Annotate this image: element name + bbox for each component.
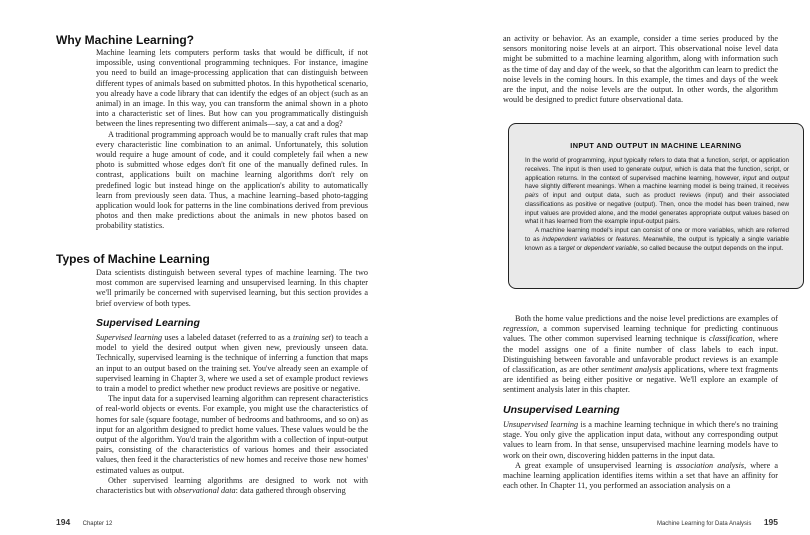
continued-paragraph [503,34,778,105]
types-section-body [96,268,368,309]
page-number: 195 [763,517,778,527]
paragraph: A machine learning model's input can consist of one or more variables, which are referred to as independent variables or features. Meanwhile, the output is typically a single variable known as a target or dependent variable, so called because the output depends on the input. [525,227,789,252]
paragraph: Supervised learning uses a labeled dataset (referred to as a training set) to teach a model to yield the desired output when given new, previously unseen data. Technically, supervised learning is the technique of inferring a function that maps an input to an output based on the training set. You've already seen an example of supervised learning in Chapter 3, where we used a set of example product reviews to train a model to predict whether new product reviews are positive or negative. [96,333,368,394]
paragraph: Machine learning lets computers perform tasks that would be difficult, if not impossible, using conventional programming techniques. For instance, imagine you need to build an image-processing application that can distinguish between different types of animals based on submitted photos. In this hypothetical scenario, you already have a code library that can identify the edges of an object (such as an animal) in an image. In this way, you can transform the animal shown in a photo into a characteristic set of lines. But how can you programmatically distinguish between the lines representing two different animals—say, a cat and a dog? [96,48,368,129]
paragraph: an activity or behavior. As an example, consider a time series produced by the sensors monitoring noise levels at an airport. This observational noise level data might be submitted to a machine learning algorithm, along with information such as the time of day and day of the week, so that the algorithm can learn to predict the noise levels in the coming hours. In this example, the times and days of the week are the input, and the noise levels are the output. In other words, the algorithm would be designed to predict future observational data. [503,34,778,105]
sidebar-body [525,157,789,253]
right-page [405,0,810,535]
right-footer [657,512,778,530]
paragraph: Both the home value predictions and the noise level predictions are examples of regression, a common supervised learning technique for predicting continuous values. The other common supervised learning technique is classification, where the model assigns one of a finite number of class labels to each input. Distinguishing between favorable and unfavorable product reviews is an example of classification, as are other sentiment analysis applications, where text fragments are identified as being either positive or negative. We'll explore an example of sentiment analysis later in this chapter. [503,314,778,395]
heading-types-of-machine-learning: Types of Machine Learning [56,252,210,266]
paragraph: The input data for a supervised learning algorithm can represent characteristics of real-world objects or events. For example, you might use the characteristics of homes for sale (square footage, number of bedrooms and bathrooms, and so on) as input for an algorithm designed to predict home values. These values would be the output of the algorithm. You'd train the algorithm with a collection of input-output pairs, consisting of the characteristics of various homes and their associated values, then feed it the characteristics of new homes and receive those new homes' estimated values as output. [96,394,368,475]
paragraph: Data scientists distinguish between several types of machine learning. The two most common are supervised learning and unsupervised learning. In this chapter we'll primarily be concerned with supervised learning, but this section provides a brief overview of both types. [96,268,368,308]
chapter-title-label: Machine Learning for Data Analysis [656,521,752,527]
left-footer [56,512,112,530]
paragraph: A traditional programming approach would be to manually craft rules that map every characteristic line combination to an animal. Unfortunately, this solution would require a huge amount of code, and it could completely fail when a new photo is submitted whose edges don't fit one of the manually defined rules. In contrast, applications built on machine learning algorithms don't rely on predefined logic but instead hinge on the application's ability to automatically learn from previously seen data. Thus, a machine learning–based photo-tagging application would look for patterns in the line combinations derived from previous photos and then make predictions about the animals in new photos based on probability statistics. [96,129,368,231]
paragraph: Other supervised learning algorithms are designed to work not with characteristics but with observational data: data gathered through observing [96,475,368,496]
supervised-section-body [96,333,368,496]
why-section-body [96,48,368,232]
paragraph: In the world of programming, input typically refers to data that a function, script, or application receives. The input is then used to generate output, which is data that the function, script, or application returns. In the context of supervised machine learning, however, input and output have slightly different meanings. When a machine learning model is being trained, it receives pairs of input and output data, such as product reviews (input) and their associated classifications as positive or negative (output). Then, once the model has been trained, new input values are provided alone, and the model generates appropriate output values based on what it has learned from the example input-output pairs. [525,157,789,226]
chapter-label: Chapter 12 [82,521,113,527]
sidebar-title: INPUT AND OUTPUT IN MACHINE LEARNING [570,141,742,150]
page-number: 194 [56,517,71,527]
sidebar-box [508,123,804,289]
regression-paragraph [503,314,778,396]
heading-unsupervised-learning: Unsupervised Learning [503,404,620,416]
heading-why-machine-learning: Why Machine Learning? [56,33,195,47]
heading-supervised-learning: Supervised Learning [96,317,200,329]
unsupervised-section-body [503,420,778,491]
paragraph: A great example of unsupervised learning is association analysis, where a machine learning application identifies items within a set that have an affinity for each other. In Chapter 11, you performed an association analysis on a [503,460,779,491]
paragraph: Unsupervised learning is a machine learning technique in which there's no training stage. You only give the application input data, without any corresponding output values to learn from. In that sense, unsupervised machine learning models have to work on their own, discovering hidden patterns in the input data. [503,420,778,460]
